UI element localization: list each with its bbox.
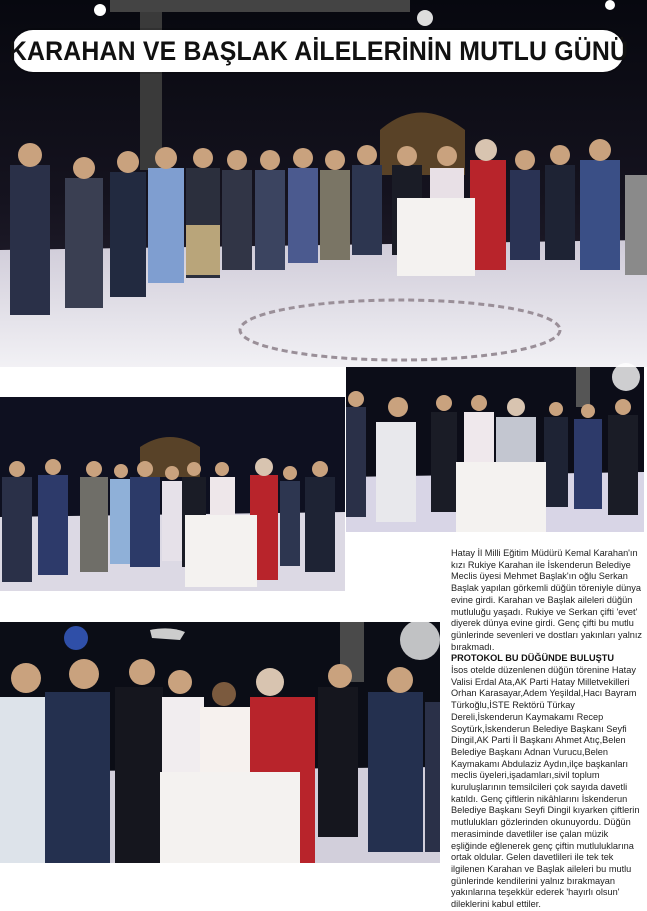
article-intro: Hatay İl Milli Eğitim Müdürü Kemal Karahan'ın kızı Rukiye Karahan ile İskenderun Belediye Meclis üyesi Mehmet Başlak'ın oğlu Serkan Başlak yapılan görkemli düğün töreniyle dünya evine girdi. Karahan ve Başlak aileleri düğün mutluluğu yaşadı. Rukiye ve Serkan çifti 'evet' diyerek dünya evine girdi. Genç çifti bu mutlu günlerinde sevenleri ve dostları yakınları yalnız bırakmadı. bbox=[451, 548, 642, 652]
article-body: İsos otelde düzenlenen düğün törenine Hatay Valisi Erdal Ata,AK Parti Hatay Milletvekilleri Orhan Karasayar,Adem Yeşildal,Hacı Bayram Türkoğlu,İSTE Rektörü Türkay Dereli,İskenderun Kaymakamı Recep Soytürk,İskenderun Belediye Başkanı Seyfi Dingil,AK Parti İl Başkanı Ahmet Atıç,Belen Belediye Başkanı Adnan Vurucu,Belen Kaymakamı Abdulaziz Aydın,ilçe başkanları meclis üyeleri,işadamları,sivil toplum kuruluşlarının temsilcileri çok sayıda davetli katıldı. Genç çiftlerin nikâhlarını İskenderun Belediye Başkanı Seyfi Dingil kıyarken çiftlerin mutlulukları gözlerinden okunuyordu. Düğün merasiminde davetliler ise çalan müzik eşliğinde eğlenerek genç çiftin mutluluklarına ortak oldular. Gelen davetlileri ile tek tek ilgilenen Karahan ve Başlak aileleri bu mutlu günlerinde kendilerini yalnız bırakmayan yakınlarına teşekkür ederek 'hayırlı olsun' dileklerini kabul ettiler. bbox=[451, 665, 640, 910]
article-column bbox=[451, 548, 645, 910]
wedding-photo-middle-right bbox=[346, 367, 644, 532]
wedding-photo-middle-left bbox=[0, 397, 345, 591]
headline-text: KARAHAN VE BAŞLAK AİLELERİNİN MUTLU GÜNÜ bbox=[8, 35, 628, 66]
wedding-photo-bottom bbox=[0, 622, 440, 863]
headline-banner bbox=[8, 30, 628, 72]
article-subheading: PROTOKOL BU DÜĞÜNDE BULUŞTU bbox=[451, 653, 614, 664]
